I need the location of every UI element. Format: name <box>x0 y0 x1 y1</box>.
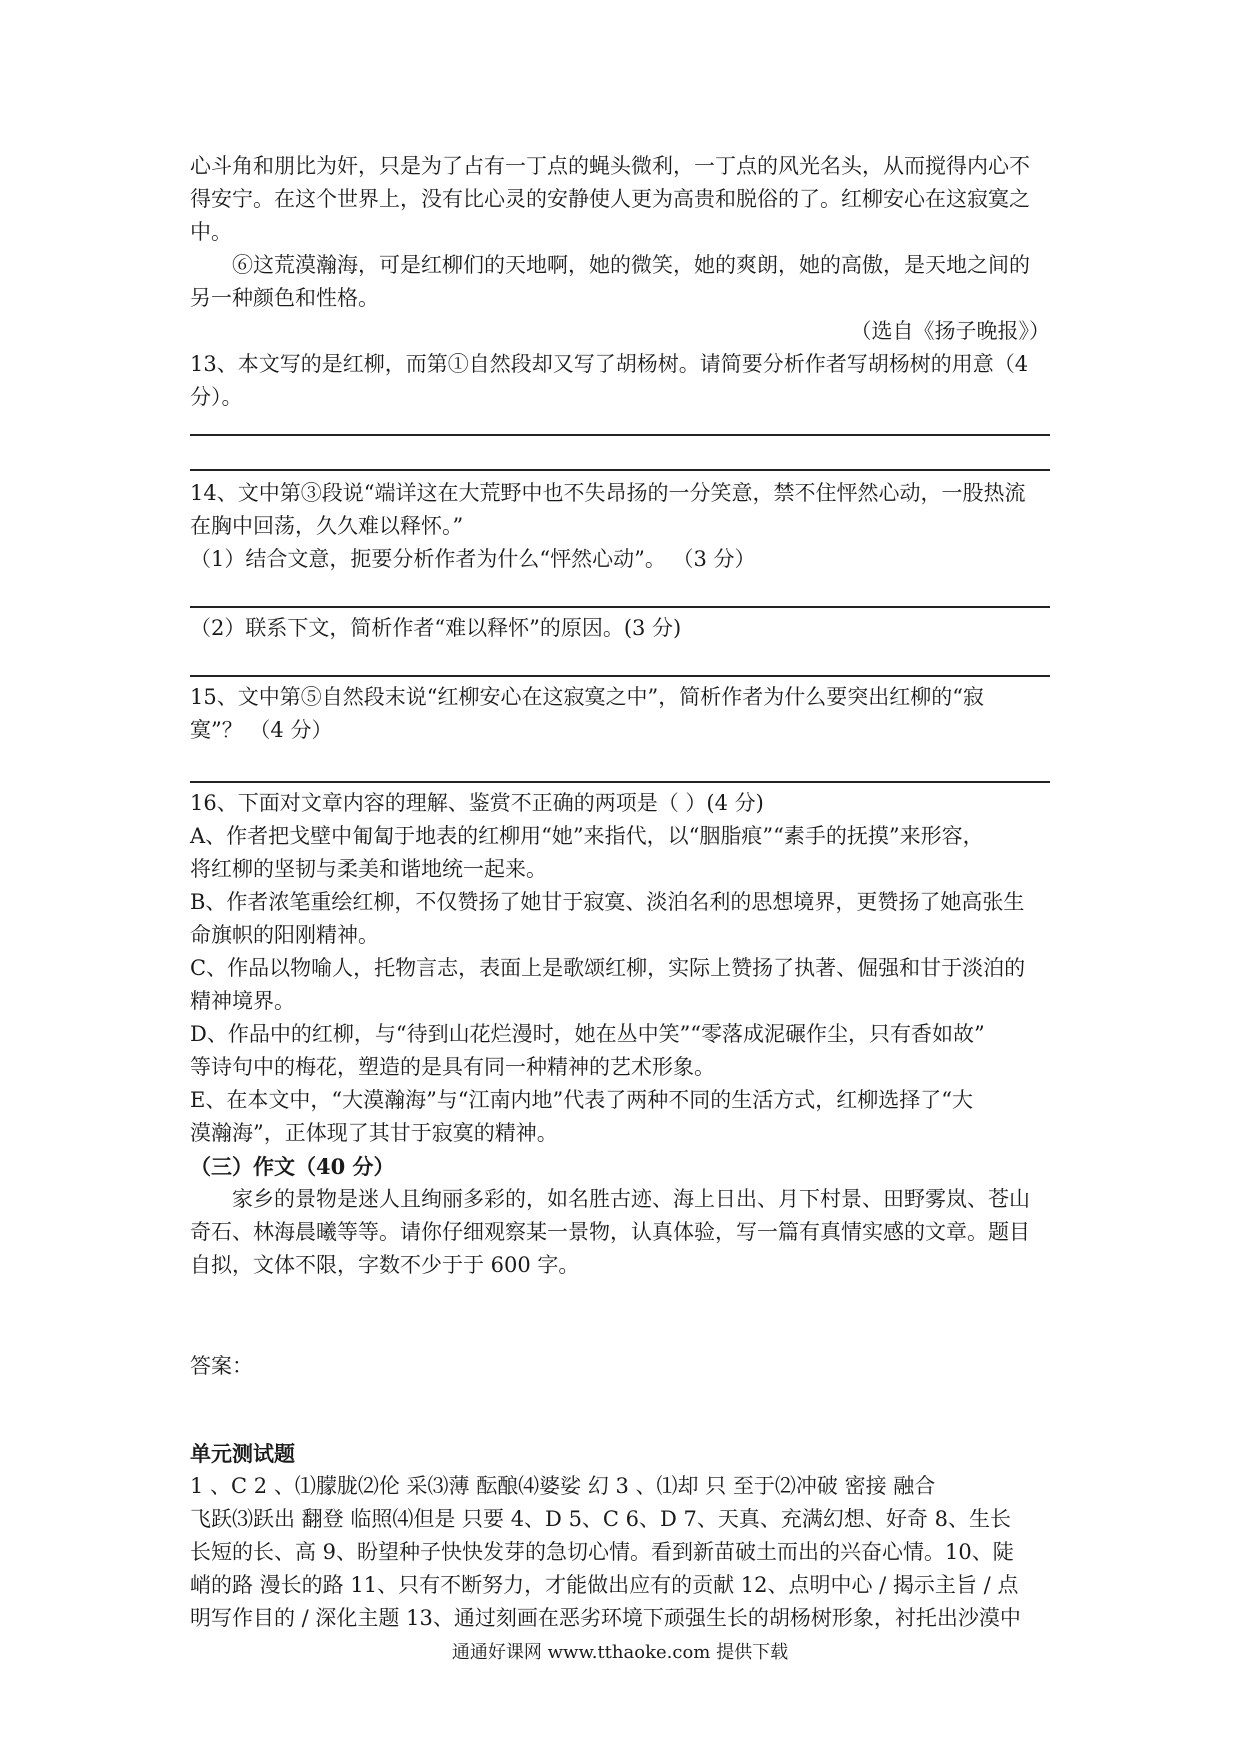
essay-heading: （三）作文（40 分） <box>190 1154 395 1179</box>
question-14-part1: （1）结合文意，扼要分析作者为什么“怦然心动”。 （3 分） <box>190 547 756 571</box>
passage-line: ⑥这荒漠瀚海，可是红柳们的天地啊，她的微笑，她的爽朗，她的高傲，是天地之间的 <box>232 253 1030 277</box>
essay-prompt-line: 奇石、林海晨曦等等。请你仔细观察某一景物，认真体验，写一篇有真情实感的文章。题目 <box>190 1220 1030 1244</box>
answer-line <box>190 434 1050 436</box>
question-14-part2: （2）联系下文，简析作者“难以释怀”的原因。(3 分) <box>190 616 682 640</box>
question-15: 15、文中第⑤自然段末说“红柳安心在这寂寞之中”，简析作者为什么要突出红柳的“寂 <box>190 685 984 709</box>
passage-line: 另一种颜色和性格。 <box>190 286 379 310</box>
answers-label: 答案： <box>190 1354 253 1378</box>
question-15-cont: 寞”？ （4 分） <box>190 718 333 742</box>
answer-line <box>190 606 1050 608</box>
option-d: D、作品中的红柳，与“待到山花烂漫时，她在丛中笑”“零落成泥碾作尘，只有香如故” <box>190 1022 985 1046</box>
answer-line-text: 1 、C 2 、⑴朦胧⑵伦 采⑶薄 酝酿⑷婆娑 幻 3 、⑴却 只 至于⑵冲破 密接 融合 <box>190 1474 936 1498</box>
answer-line-text: 峭的路 漫长的路 11、只有不断努力，才能做出应有的贡献 12、点明中心 / 揭示主旨 / 点 <box>190 1573 1019 1597</box>
page-footer: 通通好课网 www.tthaoke.com 提供下载 <box>451 1642 789 1663</box>
answer-line <box>190 781 1050 783</box>
option-c-cont: 精神境界。 <box>190 989 295 1013</box>
question-13-cont: 分）。 <box>190 385 243 409</box>
option-d-cont: 等诗句中的梅花，塑造的是具有同一种精神的艺术形象。 <box>190 1055 715 1079</box>
question-14-cont: 在胸中回荡，久久难以释怀。” <box>190 514 464 538</box>
passage-source: （选自《扬子晚报》） <box>850 319 1050 343</box>
essay-prompt-line: 家乡的景物是迷人且绚丽多彩的，如名胜古迹、海上日出、月下村景、田野雾岚、苍山 <box>232 1187 1030 1211</box>
question-16: 16、下面对文章内容的理解、鉴赏不正确的两项是（ ）(4 分) <box>190 791 764 815</box>
option-a-cont: 将红柳的坚韧与柔美和谐地统一起来。 <box>190 857 547 881</box>
answer-line <box>190 675 1050 677</box>
answer-line-text: 飞跃⑶跃出 翻登 临照⑷但是 只要 4、D 5、C 6、D 7、天真、充满幻想、好奇 8、生长 <box>190 1507 1011 1531</box>
passage-line: 中。 <box>190 220 232 244</box>
answer-line <box>190 469 1050 471</box>
essay-prompt-line: 自拟，文体不限，字数不少于于 600 字。 <box>190 1253 580 1277</box>
option-c: C、作品以物喻人，托物言志，表面上是歌颂红柳，实际上赞扬了执著、倔强和甘于淡泊的 <box>190 956 1026 980</box>
page-content <box>190 150 1050 1635</box>
option-a: A、作者把戈壁中匍匐于地表的红柳用“她”来指代，以“胭脂痕”“素手的抚摸”来形容， <box>190 824 984 848</box>
option-b-cont: 命旗帜的阳刚精神。 <box>190 923 379 947</box>
passage-line: 得安宁。在这个世界上，没有比心灵的安静使人更为高贵和脱俗的了。红柳安心在这寂寞之 <box>190 187 1030 211</box>
question-13: 13、本文写的是红柳，而第①自然段却又写了胡杨树。请简要分析作者写胡杨树的用意（4 <box>190 352 1029 376</box>
question-14: 14、文中第③段说“端详这在大荒野中也不失昂扬的一分笑意，禁不住怦然心动，一股热流 <box>190 481 1026 505</box>
option-b: B、作者浓笔重绘红柳，不仅赞扬了她甘于寂寞、淡泊名利的思想境界，更赞扬了她高张生 <box>190 890 1025 914</box>
option-e-cont: 漠瀚海”，正体现了其甘于寂寞的精神。 <box>190 1121 558 1145</box>
answer-line-text: 明写作目的 / 深化主题 13、通过刻画在恶劣环境下顽强生长的胡杨树形象，衬托出沙漠中 <box>190 1606 1021 1630</box>
option-e: E、在本文中，“大漠瀚海”与“江南内地”代表了两种不同的生活方式，红柳选择了“大 <box>190 1088 974 1112</box>
passage-line: 心斗角和朋比为奸，只是为了占有一丁点的蝇头微利，一丁点的风光名头，从而搅得内心不 <box>190 154 1030 178</box>
answers-title: 单元测试题 <box>190 1441 295 1466</box>
answer-line-text: 长短的长、高 9、盼望种子快快发芽的急切心情。看到新苗破土而出的兴奋心情。10、陡 <box>190 1540 1014 1564</box>
